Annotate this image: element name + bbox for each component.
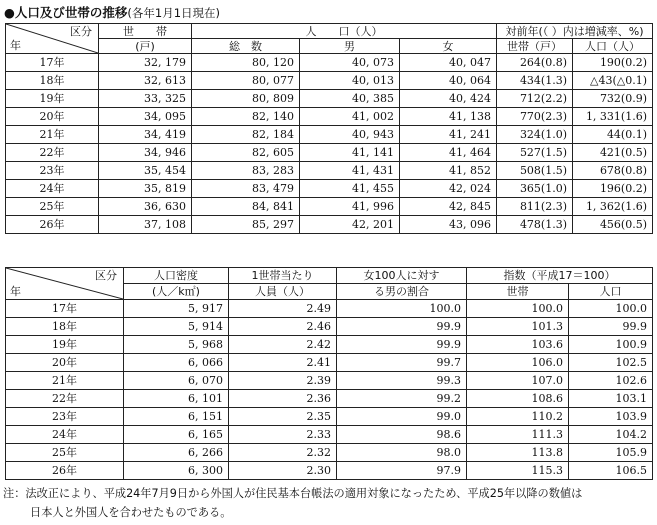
footnote-line-2: 日本人と外国人を合わせたものである。 (30, 506, 232, 519)
total-population-cell: 83, 283 (192, 162, 300, 180)
table-row (6, 462, 653, 480)
yoy-population-cell: 190(0.2) (573, 54, 653, 72)
yoy-population-cell: 421(0.5) (573, 144, 653, 162)
female-cell: 41, 464 (400, 144, 497, 162)
footnote (3, 484, 653, 522)
year-cell: 25年 (6, 444, 124, 462)
density-index-table (5, 267, 653, 480)
header-total: 総 数 (192, 39, 300, 54)
index-population-cell: 103.9 (569, 408, 653, 426)
yoy-households-cell: 434(1.3) (497, 72, 573, 90)
header-per-household-unit: 人員（人） (229, 284, 337, 300)
households-cell: 32, 613 (99, 72, 192, 90)
per-household-cell: 2.36 (229, 390, 337, 408)
per-household-cell: 2.32 (229, 444, 337, 462)
year-cell: 24年 (6, 426, 124, 444)
yoy-households-cell: 712(2.2) (497, 90, 573, 108)
households-cell: 36, 630 (99, 198, 192, 216)
header-yoy-households: 世帯（戸） (497, 39, 573, 54)
index-population-cell: 104.2 (569, 426, 653, 444)
index-households-cell: 113.8 (467, 444, 569, 462)
yoy-households-cell: 527(1.5) (497, 144, 573, 162)
year-cell: 17年 (6, 300, 124, 318)
year-cell: 23年 (6, 162, 99, 180)
corner-label-kubun: 区分 (70, 25, 92, 38)
table1-header-row-2 (6, 39, 653, 54)
year-cell: 19年 (6, 336, 124, 354)
per-household-cell: 2.42 (229, 336, 337, 354)
table-row (6, 90, 653, 108)
total-population-cell: 82, 605 (192, 144, 300, 162)
per-household-cell: 2.30 (229, 462, 337, 480)
total-population-cell: 82, 140 (192, 108, 300, 126)
sex-ratio-cell: 100.0 (337, 300, 467, 318)
per-household-cell: 2.41 (229, 354, 337, 372)
density-cell: 6, 066 (124, 354, 229, 372)
male-cell: 41, 431 (300, 162, 400, 180)
header-density-unit: (人／k㎡) (124, 284, 229, 300)
density-cell: 6, 101 (124, 390, 229, 408)
corner-label-year: 年 (10, 39, 21, 52)
index-households-cell: 107.0 (467, 372, 569, 390)
table-row (6, 216, 653, 234)
index-population-cell: 102.6 (569, 372, 653, 390)
households-cell: 34, 946 (99, 144, 192, 162)
table2-corner-cell (6, 268, 124, 300)
density-cell: 6, 300 (124, 462, 229, 480)
yoy-households-cell: 365(1.0) (497, 180, 573, 198)
year-cell: 20年 (6, 108, 99, 126)
title-main: ●人口及び世帯の推移 (4, 5, 128, 20)
total-population-cell: 84, 841 (192, 198, 300, 216)
table-row (6, 444, 653, 462)
index-households-cell: 103.6 (467, 336, 569, 354)
yoy-population-cell: 732(0.9) (573, 90, 653, 108)
year-cell: 26年 (6, 216, 99, 234)
header-index-population: 人口 (569, 284, 653, 300)
table-row (6, 426, 653, 444)
page-title (4, 3, 220, 21)
total-population-cell: 83, 479 (192, 180, 300, 198)
yoy-households-cell: 478(1.3) (497, 216, 573, 234)
table-row (6, 54, 653, 72)
per-household-cell: 2.46 (229, 318, 337, 336)
male-cell: 41, 455 (300, 180, 400, 198)
total-population-cell: 82, 184 (192, 126, 300, 144)
index-households-cell: 108.6 (467, 390, 569, 408)
year-cell: 23年 (6, 408, 124, 426)
corner-label-year: 年 (10, 285, 21, 298)
header-sex-ratio: 女100人に対す (337, 268, 467, 284)
year-cell: 22年 (6, 390, 124, 408)
per-household-cell: 2.35 (229, 408, 337, 426)
table1-corner-cell (6, 24, 99, 54)
corner-label-kubun: 区分 (95, 269, 117, 282)
yoy-households-cell: 508(1.5) (497, 162, 573, 180)
density-cell: 5, 968 (124, 336, 229, 354)
density-cell: 6, 266 (124, 444, 229, 462)
yoy-population-cell: 196(0.2) (573, 180, 653, 198)
female-cell: 40, 064 (400, 72, 497, 90)
per-household-cell: 2.33 (229, 426, 337, 444)
male-cell: 41, 996 (300, 198, 400, 216)
male-cell: 41, 002 (300, 108, 400, 126)
index-population-cell: 100.9 (569, 336, 653, 354)
sex-ratio-cell: 99.3 (337, 372, 467, 390)
sex-ratio-cell: 98.6 (337, 426, 467, 444)
female-cell: 41, 852 (400, 162, 497, 180)
header-households-unit: (戸) (99, 39, 192, 54)
index-population-cell: 103.1 (569, 390, 653, 408)
year-cell: 18年 (6, 318, 124, 336)
header-female: 女 (400, 39, 497, 54)
index-population-cell: 99.9 (569, 318, 653, 336)
table-row (6, 108, 653, 126)
male-cell: 40, 013 (300, 72, 400, 90)
header-population: 人 口（人） (192, 24, 497, 39)
index-households-cell: 110.2 (467, 408, 569, 426)
header-male: 男 (300, 39, 400, 54)
sex-ratio-cell: 99.7 (337, 354, 467, 372)
yoy-households-cell: 811(2.3) (497, 198, 573, 216)
table-row (6, 72, 653, 90)
index-population-cell: 100.0 (569, 300, 653, 318)
female-cell: 41, 241 (400, 126, 497, 144)
sex-ratio-cell: 99.9 (337, 336, 467, 354)
households-cell: 32, 179 (99, 54, 192, 72)
year-cell: 24年 (6, 180, 99, 198)
header-households: 世 帯 (99, 24, 192, 39)
table-row (6, 300, 653, 318)
index-households-cell: 100.0 (467, 300, 569, 318)
male-cell: 40, 073 (300, 54, 400, 72)
year-cell: 21年 (6, 126, 99, 144)
female-cell: 43, 096 (400, 216, 497, 234)
table-row (6, 390, 653, 408)
index-households-cell: 115.3 (467, 462, 569, 480)
table-row (6, 126, 653, 144)
table-row (6, 354, 653, 372)
index-population-cell: 102.5 (569, 354, 653, 372)
index-population-cell: 105.9 (569, 444, 653, 462)
households-cell: 33, 325 (99, 90, 192, 108)
table1-body (6, 54, 653, 234)
female-cell: 42, 845 (400, 198, 497, 216)
table-row (6, 180, 653, 198)
male-cell: 41, 141 (300, 144, 400, 162)
year-cell: 22年 (6, 144, 99, 162)
yoy-population-cell: 44(0.1) (573, 126, 653, 144)
density-cell: 6, 070 (124, 372, 229, 390)
female-cell: 40, 424 (400, 90, 497, 108)
density-cell: 6, 165 (124, 426, 229, 444)
yoy-population-cell: 456(0.5) (573, 216, 653, 234)
index-households-cell: 101.3 (467, 318, 569, 336)
header-yoy: 対前年(（ ）内は増減率、%) (497, 24, 653, 39)
sex-ratio-cell: 98.0 (337, 444, 467, 462)
header-sex-ratio-2: る男の割合 (337, 284, 467, 300)
yoy-households-cell: 264(0.8) (497, 54, 573, 72)
header-index: 指数（平成17＝100） (467, 268, 653, 284)
total-population-cell: 80, 077 (192, 72, 300, 90)
table-row (6, 198, 653, 216)
table2-header-row-1 (6, 268, 653, 284)
header-index-households: 世帯 (467, 284, 569, 300)
year-cell: 19年 (6, 90, 99, 108)
yoy-population-cell: 1, 362(1.6) (573, 198, 653, 216)
sex-ratio-cell: 99.0 (337, 408, 467, 426)
households-cell: 34, 419 (99, 126, 192, 144)
male-cell: 42, 201 (300, 216, 400, 234)
density-cell: 6, 151 (124, 408, 229, 426)
year-cell: 20年 (6, 354, 124, 372)
female-cell: 41, 138 (400, 108, 497, 126)
sex-ratio-cell: 99.9 (337, 318, 467, 336)
year-cell: 26年 (6, 462, 124, 480)
sex-ratio-cell: 97.9 (337, 462, 467, 480)
table-row (6, 144, 653, 162)
table-row (6, 162, 653, 180)
households-cell: 37, 108 (99, 216, 192, 234)
male-cell: 40, 943 (300, 126, 400, 144)
index-households-cell: 106.0 (467, 354, 569, 372)
yoy-population-cell: 1, 331(1.6) (573, 108, 653, 126)
yoy-households-cell: 324(1.0) (497, 126, 573, 144)
year-cell: 25年 (6, 198, 99, 216)
per-household-cell: 2.39 (229, 372, 337, 390)
sex-ratio-cell: 99.2 (337, 390, 467, 408)
total-population-cell: 80, 809 (192, 90, 300, 108)
header-density: 人口密度 (124, 268, 229, 284)
households-cell: 34, 095 (99, 108, 192, 126)
index-population-cell: 106.5 (569, 462, 653, 480)
title-note: (各年1月1日現在) (127, 6, 221, 20)
table-row (6, 336, 653, 354)
table-row (6, 372, 653, 390)
female-cell: 42, 024 (400, 180, 497, 198)
female-cell: 40, 047 (400, 54, 497, 72)
total-population-cell: 80, 120 (192, 54, 300, 72)
header-per-household: 1世帯当たり (229, 268, 337, 284)
index-households-cell: 111.3 (467, 426, 569, 444)
footnote-line-1: 注：法改正により、平成24年7月9日から外国人が住民基本台帳法の適用対象になったため、平成25年以降の数値は (3, 487, 583, 500)
year-cell: 21年 (6, 372, 124, 390)
households-cell: 35, 819 (99, 180, 192, 198)
year-cell: 18年 (6, 72, 99, 90)
per-household-cell: 2.49 (229, 300, 337, 318)
table1-header-row-1 (6, 24, 653, 39)
yoy-households-cell: 770(2.3) (497, 108, 573, 126)
total-population-cell: 85, 297 (192, 216, 300, 234)
density-cell: 5, 917 (124, 300, 229, 318)
households-cell: 35, 454 (99, 162, 192, 180)
yoy-population-cell: △43(△0.1) (573, 72, 653, 90)
table-row (6, 408, 653, 426)
yoy-population-cell: 678(0.8) (573, 162, 653, 180)
population-households-table (5, 23, 653, 234)
table-row (6, 318, 653, 336)
header-yoy-population: 人口（人） (573, 39, 653, 54)
male-cell: 40, 385 (300, 90, 400, 108)
year-cell: 17年 (6, 54, 99, 72)
table2-body (6, 300, 653, 480)
density-cell: 5, 914 (124, 318, 229, 336)
